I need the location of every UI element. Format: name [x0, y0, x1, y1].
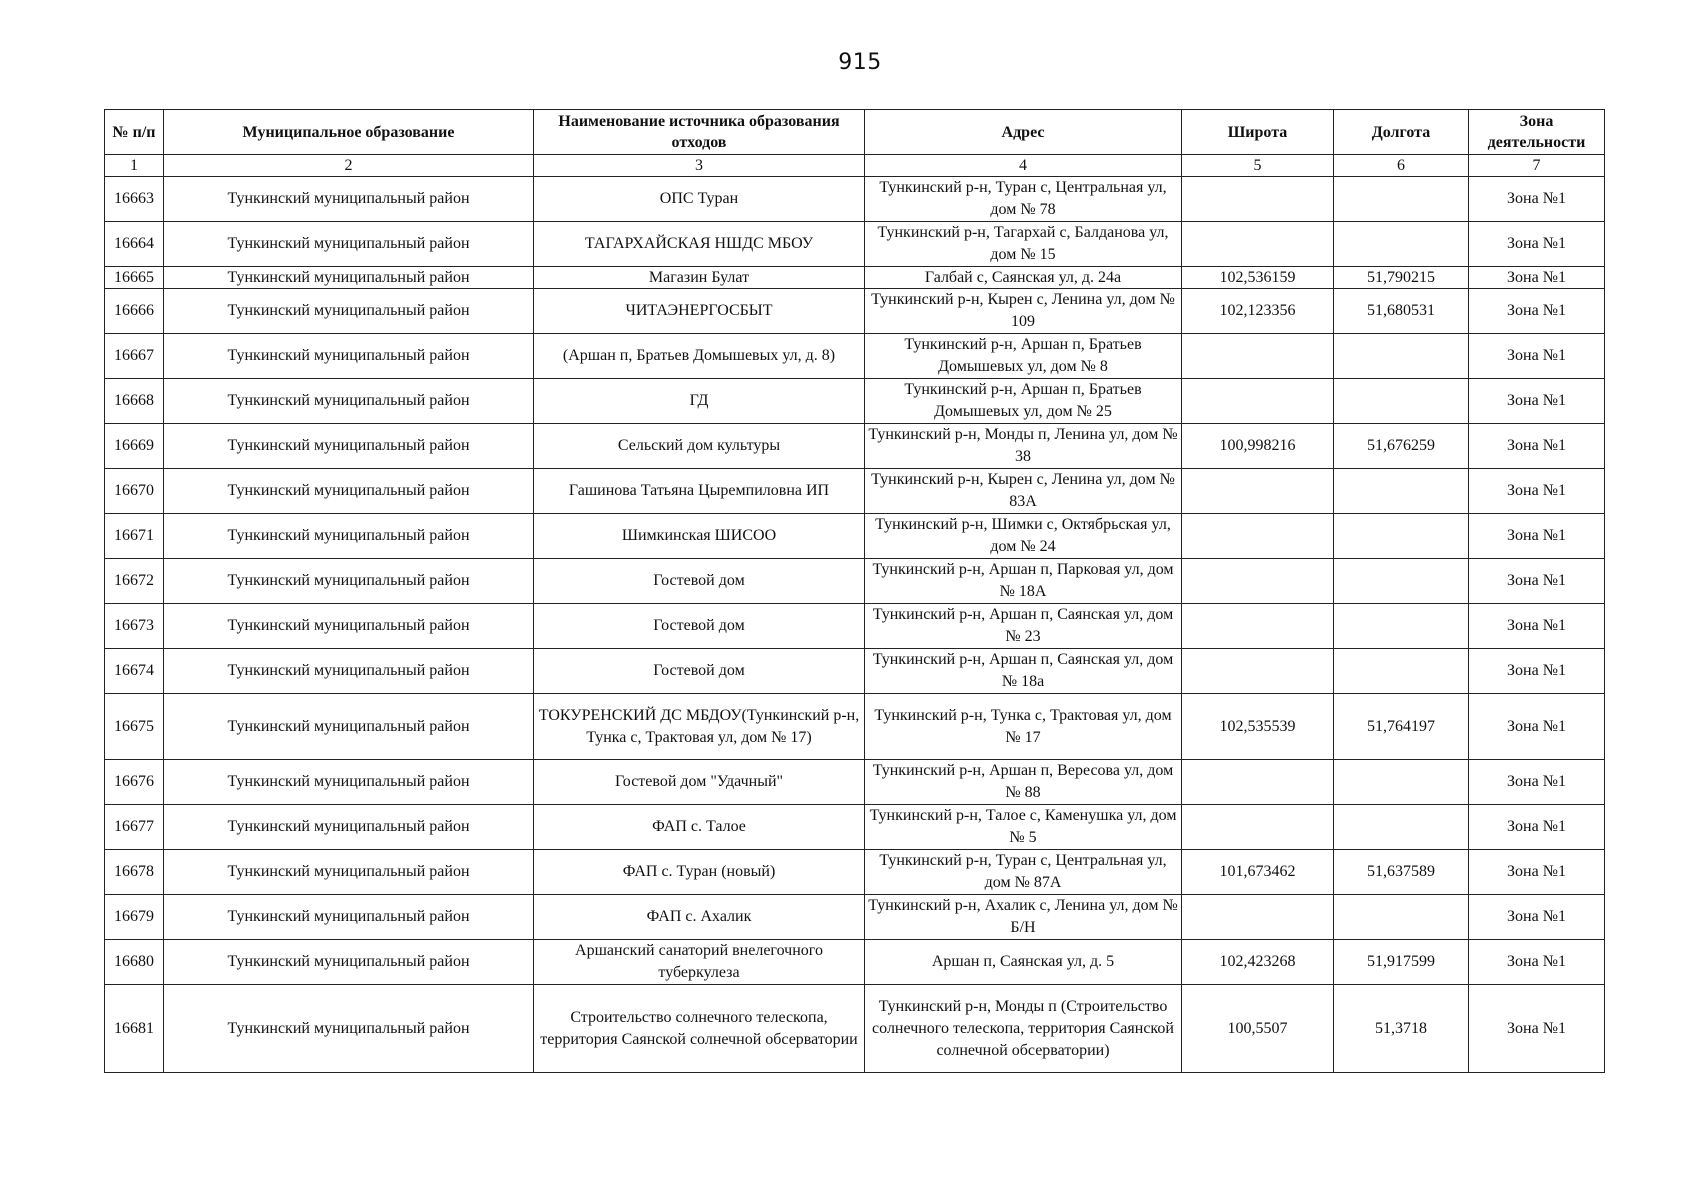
longitude-cell	[1334, 895, 1469, 940]
address-cell: Тункинский р-н, Аршан п, Саянская ул, дом № 18а	[865, 649, 1182, 694]
zone-cell: Зона №1	[1469, 469, 1605, 514]
row-number-cell: 16665	[105, 267, 164, 289]
table-body	[105, 177, 1605, 1073]
latitude-cell	[1182, 604, 1334, 649]
municipality-cell: Тункинский муниципальный район	[164, 604, 534, 649]
address-cell: Тункинский р-н, Шимки с, Октябрьская ул, дом № 24	[865, 514, 1182, 559]
address-cell: Тункинский р-н, Тагархай с, Балданова ул, дом № 15	[865, 222, 1182, 267]
municipality-cell: Тункинский муниципальный район	[164, 424, 534, 469]
longitude-cell: 51,637589	[1334, 850, 1469, 895]
address-cell: Тункинский р-н, Талое с, Каменушка ул, дом № 5	[865, 805, 1182, 850]
page-number: 915	[838, 50, 882, 75]
latitude-cell: 102,536159	[1182, 267, 1334, 289]
table-row	[105, 469, 1605, 514]
longitude-cell	[1334, 604, 1469, 649]
longitude-cell: 51,3718	[1334, 985, 1469, 1073]
zone-cell: Зона №1	[1469, 334, 1605, 379]
row-number-cell: 16666	[105, 289, 164, 334]
address-cell: Тункинский р-н, Монды п (Строительство солнечного телескопа, территория Саянской солнечной обсерватории)	[865, 985, 1182, 1073]
address-cell: Тункинский р-н, Кырен с, Ленина ул, дом № 83А	[865, 469, 1182, 514]
longitude-cell	[1334, 514, 1469, 559]
longitude-cell	[1334, 379, 1469, 424]
municipality-cell: Тункинский муниципальный район	[164, 177, 534, 222]
zone-cell: Зона №1	[1469, 267, 1605, 289]
row-number-cell: 16670	[105, 469, 164, 514]
zone-cell: Зона №1	[1469, 760, 1605, 805]
source-name-cell: ФАП с. Талое	[534, 805, 865, 850]
row-number-cell: 16671	[105, 514, 164, 559]
source-name-cell: Гостевой дом	[534, 604, 865, 649]
municipality-cell: Тункинский муниципальный район	[164, 514, 534, 559]
table-row	[105, 424, 1605, 469]
latitude-cell: 100,5507	[1182, 985, 1334, 1073]
table-row	[105, 649, 1605, 694]
municipality-cell: Тункинский муниципальный район	[164, 805, 534, 850]
zone-cell: Зона №1	[1469, 424, 1605, 469]
row-number-cell: 16667	[105, 334, 164, 379]
latitude-cell	[1182, 222, 1334, 267]
header-zone: Зона деятельности	[1469, 110, 1605, 155]
zone-cell: Зона №1	[1469, 289, 1605, 334]
zone-cell: Зона №1	[1469, 514, 1605, 559]
table-row	[105, 940, 1605, 985]
latitude-cell: 102,123356	[1182, 289, 1334, 334]
source-name-cell: Сельский дом культуры	[534, 424, 865, 469]
zone-cell: Зона №1	[1469, 177, 1605, 222]
header-latitude: Широта	[1182, 110, 1334, 155]
municipality-cell: Тункинский муниципальный район	[164, 850, 534, 895]
municipality-cell: Тункинский муниципальный район	[164, 289, 534, 334]
address-cell: Тункинский р-н, Монды п, Ленина ул, дом № 38	[865, 424, 1182, 469]
table-row	[105, 805, 1605, 850]
row-number-cell: 16678	[105, 850, 164, 895]
address-cell: Тункинский р-н, Аршан п, Братьев Домышевых ул, дом № 8	[865, 334, 1182, 379]
source-name-cell: Строительство солнечного телескопа, территория Саянской солнечной обсерватории	[534, 985, 865, 1073]
longitude-cell: 51,764197	[1334, 694, 1469, 760]
zone-cell: Зона №1	[1469, 895, 1605, 940]
column-number: 1	[105, 155, 164, 177]
header-num: № п/п	[105, 110, 164, 155]
source-name-cell: ЧИТАЭНЕРГОСБЫТ	[534, 289, 865, 334]
zone-cell: Зона №1	[1469, 379, 1605, 424]
longitude-cell: 51,680531	[1334, 289, 1469, 334]
zone-cell: Зона №1	[1469, 649, 1605, 694]
table-row	[105, 694, 1605, 760]
source-name-cell: Аршанский санаторий внелегочного туберкулеза	[534, 940, 865, 985]
municipality-cell: Тункинский муниципальный район	[164, 940, 534, 985]
address-cell: Тункинский р-н, Аршан п, Саянская ул, дом № 23	[865, 604, 1182, 649]
zone-cell: Зона №1	[1469, 940, 1605, 985]
address-cell: Тункинский р-н, Туран с, Центральная ул, дом № 87А	[865, 850, 1182, 895]
municipality-cell: Тункинский муниципальный район	[164, 895, 534, 940]
table-row	[105, 267, 1605, 289]
source-name-cell: Гостевой дом "Удачный"	[534, 760, 865, 805]
municipality-cell: Тункинский муниципальный район	[164, 985, 534, 1073]
zone-cell: Зона №1	[1469, 604, 1605, 649]
row-number-cell: 16680	[105, 940, 164, 985]
table-row	[105, 895, 1605, 940]
row-number-cell: 16668	[105, 379, 164, 424]
address-cell: Тункинский р-н, Тунка с, Трактовая ул, дом № 17	[865, 694, 1182, 760]
latitude-cell	[1182, 649, 1334, 694]
row-number-cell: 16669	[105, 424, 164, 469]
row-number-cell: 16664	[105, 222, 164, 267]
table-row	[105, 760, 1605, 805]
source-name-cell: Шимкинская ШИСОО	[534, 514, 865, 559]
address-cell: Тункинский р-н, Аршан п, Братьев Домышевых ул, дом № 25	[865, 379, 1182, 424]
longitude-cell	[1334, 649, 1469, 694]
row-number-cell: 16679	[105, 895, 164, 940]
source-name-cell: ОПС Туран	[534, 177, 865, 222]
table-row	[105, 334, 1605, 379]
longitude-cell	[1334, 760, 1469, 805]
municipality-cell: Тункинский муниципальный район	[164, 379, 534, 424]
row-number-cell: 16674	[105, 649, 164, 694]
longitude-cell	[1334, 559, 1469, 604]
zone-cell: Зона №1	[1469, 850, 1605, 895]
latitude-cell	[1182, 805, 1334, 850]
latitude-cell: 101,673462	[1182, 850, 1334, 895]
source-name-cell: ТОКУРЕНСКИЙ ДС МБДОУ(Тункинский р-н, Тунка с, Трактовая ул, дом № 17)	[534, 694, 865, 760]
table-row	[105, 559, 1605, 604]
latitude-cell	[1182, 334, 1334, 379]
municipality-cell: Тункинский муниципальный район	[164, 760, 534, 805]
longitude-cell	[1334, 469, 1469, 514]
latitude-cell	[1182, 379, 1334, 424]
zone-cell: Зона №1	[1469, 805, 1605, 850]
source-name-cell: Магазин Булат	[534, 267, 865, 289]
latitude-cell	[1182, 559, 1334, 604]
zone-cell: Зона №1	[1469, 559, 1605, 604]
municipality-cell: Тункинский муниципальный район	[164, 469, 534, 514]
table-row	[105, 604, 1605, 649]
column-number: 3	[534, 155, 865, 177]
source-name-cell: ФАП с. Туран (новый)	[534, 850, 865, 895]
row-number-cell: 16663	[105, 177, 164, 222]
header-address: Адрес	[865, 110, 1182, 155]
column-number-row	[105, 155, 1605, 177]
row-number-cell: 16676	[105, 760, 164, 805]
longitude-cell	[1334, 334, 1469, 379]
latitude-cell: 102,535539	[1182, 694, 1334, 760]
source-name-cell: (Аршан п, Братьев Домышевых ул, д. 8)	[534, 334, 865, 379]
latitude-cell	[1182, 895, 1334, 940]
address-cell: Тункинский р-н, Ахалик с, Ленина ул, дом № Б/Н	[865, 895, 1182, 940]
row-number-cell: 16673	[105, 604, 164, 649]
header-longitude: Долгота	[1334, 110, 1469, 155]
header-source: Наименование источника образования отходов	[534, 110, 865, 155]
row-number-cell: 16681	[105, 985, 164, 1073]
source-name-cell: ФАП с. Ахалик	[534, 895, 865, 940]
longitude-cell: 51,790215	[1334, 267, 1469, 289]
municipality-cell: Тункинский муниципальный район	[164, 222, 534, 267]
municipality-cell: Тункинский муниципальный район	[164, 267, 534, 289]
source-name-cell: ГД	[534, 379, 865, 424]
longitude-cell	[1334, 177, 1469, 222]
table-row	[105, 985, 1605, 1073]
source-name-cell: Гостевой дом	[534, 649, 865, 694]
table-row	[105, 514, 1605, 559]
zone-cell: Зона №1	[1469, 222, 1605, 267]
table-row	[105, 379, 1605, 424]
row-number-cell: 16677	[105, 805, 164, 850]
zone-cell: Зона №1	[1469, 694, 1605, 760]
address-cell: Галбай с, Саянская ул, д. 24а	[865, 267, 1182, 289]
latitude-cell	[1182, 760, 1334, 805]
column-number: 6	[1334, 155, 1469, 177]
longitude-cell: 51,676259	[1334, 424, 1469, 469]
waste-sources-table	[104, 109, 1605, 1073]
address-cell: Аршан п, Саянская ул, д. 5	[865, 940, 1182, 985]
latitude-cell: 102,423268	[1182, 940, 1334, 985]
table-row	[105, 177, 1605, 222]
longitude-cell: 51,917599	[1334, 940, 1469, 985]
address-cell: Тункинский р-н, Аршан п, Вересова ул, дом № 88	[865, 760, 1182, 805]
address-cell: Тункинский р-н, Кырен с, Ленина ул, дом № 109	[865, 289, 1182, 334]
latitude-cell	[1182, 177, 1334, 222]
address-cell: Тункинский р-н, Аршан п, Парковая ул, дом № 18А	[865, 559, 1182, 604]
municipality-cell: Тункинский муниципальный район	[164, 649, 534, 694]
table-row	[105, 850, 1605, 895]
source-name-cell: Гашинова Татьяна Цыремпиловна ИП	[534, 469, 865, 514]
longitude-cell	[1334, 222, 1469, 267]
latitude-cell	[1182, 514, 1334, 559]
source-name-cell: Гостевой дом	[534, 559, 865, 604]
zone-cell: Зона №1	[1469, 985, 1605, 1073]
row-number-cell: 16675	[105, 694, 164, 760]
column-number: 4	[865, 155, 1182, 177]
address-cell: Тункинский р-н, Туран с, Центральная ул, дом № 78	[865, 177, 1182, 222]
column-number: 2	[164, 155, 534, 177]
source-name-cell: ТАГАРХАЙСКАЯ НШДС МБОУ	[534, 222, 865, 267]
table-row	[105, 289, 1605, 334]
municipality-cell: Тункинский муниципальный район	[164, 559, 534, 604]
header-municipality: Муниципальное образование	[164, 110, 534, 155]
longitude-cell	[1334, 805, 1469, 850]
column-number: 5	[1182, 155, 1334, 177]
municipality-cell: Тункинский муниципальный район	[164, 694, 534, 760]
latitude-cell: 100,998216	[1182, 424, 1334, 469]
table-row	[105, 222, 1605, 267]
row-number-cell: 16672	[105, 559, 164, 604]
header-row	[105, 110, 1605, 155]
latitude-cell	[1182, 469, 1334, 514]
column-number: 7	[1469, 155, 1605, 177]
municipality-cell: Тункинский муниципальный район	[164, 334, 534, 379]
